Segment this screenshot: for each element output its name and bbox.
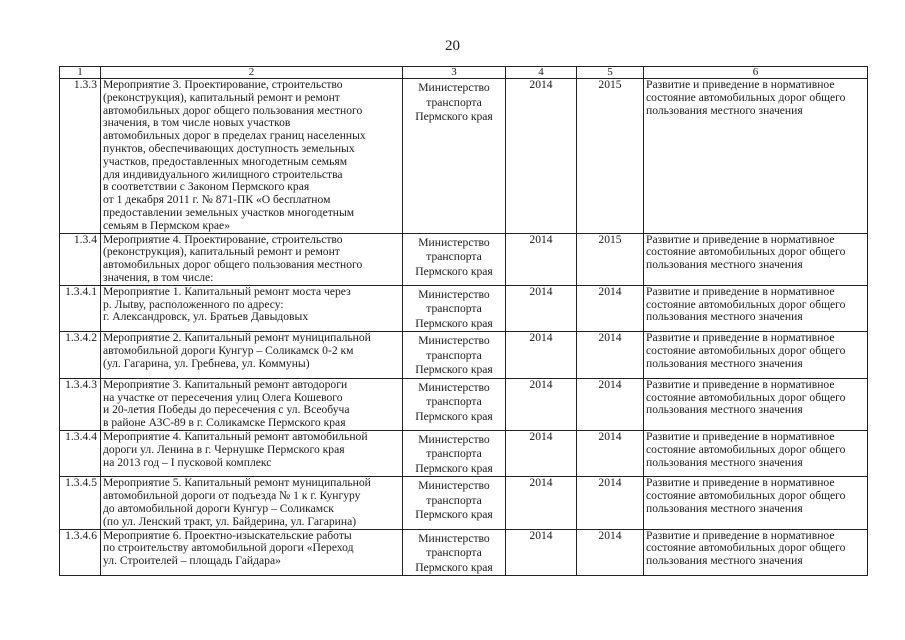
executor: [403, 529, 506, 576]
result-line: состояние автомобильных дорог общего: [646, 442, 846, 456]
start-year: 2014: [506, 430, 577, 477]
event-description: [101, 79, 403, 234]
expected-result: [644, 477, 868, 529]
event-line: для индивидуального жилищного строительства: [103, 167, 343, 181]
executor-line: транспорта: [426, 302, 482, 316]
start-year: 2014: [506, 529, 577, 576]
event-line: на участке от пересечения улиц Олега Кошевого: [103, 390, 343, 404]
event-line: г. Александровск, ул. Братьев Давыдовых: [103, 310, 309, 324]
result-line: состояние автомобильных дорог общего: [646, 90, 846, 104]
expected-result: [644, 378, 868, 430]
executor-line: Пермского края: [415, 264, 493, 278]
executor-line: Министерство: [418, 380, 490, 394]
expected-result: [644, 233, 868, 285]
result-line: Развитие и приведение в нормативное: [646, 285, 835, 298]
end-year: 2014: [577, 477, 644, 529]
executor-line: Пермского края: [415, 461, 493, 475]
event-description: [101, 285, 403, 332]
result-line: пользования местного значения: [646, 554, 803, 568]
result-line: состояние автомобильных дорог общего: [646, 297, 846, 311]
row-number: 1.3.4.6: [60, 529, 101, 576]
executor: [403, 285, 506, 332]
event-line: от 1 декабря 2011 г. № 871-ПК «О бесплатном: [103, 193, 331, 207]
executor-line: Пермского края: [415, 363, 493, 377]
start-year: 2014: [506, 285, 577, 332]
page-number: 20: [445, 38, 460, 54]
column-header: 1: [60, 67, 101, 79]
result-line: пользования местного значения: [646, 502, 803, 516]
result-line: пользования местного значения: [646, 103, 803, 117]
column-number-row: [60, 67, 868, 79]
event-line: значения, в том числе новых участков: [103, 116, 291, 130]
end-year: 2014: [577, 332, 644, 379]
event-line: автомобильной дороги Кунгур – Соликамск 0-2 км: [103, 344, 354, 358]
executor-line: Пермского края: [415, 110, 493, 123]
row-number: 1.3.4.4: [60, 430, 101, 477]
executor-line: Министерство: [418, 334, 490, 348]
result-line: Развитие и приведение в нормативное: [646, 378, 835, 391]
result-line: состояние автомобильных дорог общего: [646, 344, 846, 358]
row-number: 1.3.4.5: [60, 477, 101, 529]
table-row: [60, 285, 868, 332]
row-number: 1.3.4.1: [60, 285, 101, 332]
event-line: (по ул. Ленский тракт, ул. Байдерина, ул. Гагарина): [103, 514, 357, 528]
executor-line: Министерство: [418, 235, 490, 249]
start-year: 2014: [506, 332, 577, 379]
event-line: Мероприятие 6. Проектно-изыскательские работы: [103, 529, 352, 542]
event-line: на 2013 год – I пусковой комплекс: [103, 455, 272, 469]
column-header: 5: [577, 67, 644, 79]
executor: [403, 378, 506, 430]
result-line: пользования местного значения: [646, 258, 803, 272]
table-row: [60, 477, 868, 529]
event-description: [101, 430, 403, 477]
program-table: [59, 66, 868, 576]
executor-line: Пермского края: [415, 409, 493, 423]
column-header: 4: [506, 67, 577, 79]
event-line: (ул. Гагарина, ул. Гребнева, ул. Коммуны): [103, 356, 310, 370]
row-number: 1.3.4.2: [60, 332, 101, 379]
result-line: Развитие и приведение в нормативное: [646, 78, 835, 91]
result-line: состояние автомобильных дорог общего: [646, 489, 846, 503]
executor-line: Министерство: [418, 432, 490, 446]
end-year: 2015: [577, 233, 644, 285]
start-year: 2014: [506, 378, 577, 430]
event-line: Мероприятие 1. Капитальный ремонт моста через: [103, 285, 351, 298]
executor-line: Министерство: [418, 287, 490, 301]
event-line: пунктов, обеспечивающих доступность земельных: [103, 141, 355, 155]
executor-line: Министерство: [418, 479, 490, 493]
table-row: [60, 378, 868, 430]
executor: [403, 430, 506, 477]
expected-result: [644, 285, 868, 332]
event-line: предоставлении земельных участков многодетным: [103, 205, 355, 219]
event-line: (реконструкция), капитальный ремонт и ремонт: [103, 245, 340, 259]
result-line: Развитие и приведение в нормативное: [646, 430, 835, 443]
result-line: пользования местного значения: [646, 310, 803, 324]
event-line: до автомобильной дороги Кунгур – Соликамск: [103, 502, 334, 516]
event-line: и 20-летия Победы до пересечения с ул. Всеобуча: [103, 403, 350, 417]
event-line: Мероприятие 4. Капитальный ремонт автомобильной: [103, 430, 368, 443]
expected-result: [644, 332, 868, 379]
event-description: [101, 233, 403, 285]
start-year: 2014: [506, 233, 577, 285]
executor-line: Пермского края: [415, 316, 493, 330]
result-line: состояние автомобильных дорог общего: [646, 245, 846, 259]
column-header: 3: [403, 67, 506, 79]
executor-line: транспорта: [426, 250, 482, 264]
executor: [403, 233, 506, 285]
executor-line: транспорта: [426, 447, 482, 461]
table-row: [60, 529, 868, 576]
event-line: р. Лыtву, расположенного по адресу:: [103, 297, 284, 311]
event-line: (реконструкция), капитальный ремонт и ремонт: [103, 90, 340, 104]
executor: [403, 477, 506, 529]
executor-line: транспорта: [426, 348, 482, 362]
event-line: Мероприятие 4. Проектирование, строительство: [103, 233, 343, 246]
event-line: Мероприятие 5. Капитальный ремонт муниципальной: [103, 476, 371, 490]
executor-line: транспорта: [426, 395, 482, 409]
event-description: [101, 378, 403, 430]
start-year: 2014: [506, 79, 577, 234]
column-header: 6: [644, 67, 868, 79]
event-line: автомобильных дорог общего пользования местного: [103, 258, 363, 272]
event-description: [101, 529, 403, 576]
row-number: 1.3.4: [60, 233, 101, 285]
result-line: пользования местного значения: [646, 356, 803, 370]
executor: [403, 79, 506, 234]
executor-line: транспорта: [426, 546, 482, 560]
expected-result: [644, 79, 868, 234]
table-row: [60, 233, 868, 285]
end-year: 2014: [577, 430, 644, 477]
expected-result: [644, 529, 868, 576]
column-header: 2: [101, 67, 403, 79]
end-year: 2015: [577, 79, 644, 234]
result-line: пользования местного значения: [646, 455, 803, 469]
event-line: автомобильной дороги от подъезда № 1 к г. Кунгуру: [103, 489, 361, 503]
result-line: состояние автомобильных дорог общего: [646, 541, 846, 555]
result-line: Развитие и приведение в нормативное: [646, 233, 835, 246]
table-row: [60, 430, 868, 477]
event-line: дороги ул. Ленина в г. Чернушке Пермского края: [103, 442, 345, 456]
start-year: 2014: [506, 477, 577, 529]
result-line: пользования местного значения: [646, 403, 803, 417]
table-row: [60, 332, 868, 379]
event-line: семьям в Пермском крае»: [103, 218, 230, 232]
executor-line: Пермского края: [415, 560, 493, 574]
event-line: в соответствии с Законом Пермского края: [103, 180, 310, 194]
executor-line: Министерство: [418, 531, 490, 545]
result-line: Развитие и приведение в нормативное: [646, 476, 835, 490]
event-line: ул. Строителей – площадь Гайдара»: [103, 554, 281, 568]
end-year: 2014: [577, 285, 644, 332]
event-line: автомобильных дорог общего пользования местного: [103, 103, 363, 117]
executor: [403, 332, 506, 379]
event-description: [101, 477, 403, 529]
executor-line: Министерство: [418, 81, 490, 94]
event-description: [101, 332, 403, 379]
end-year: 2014: [577, 529, 644, 576]
event-line: Мероприятие 3. Капитальный ремонт автодороги: [103, 378, 348, 391]
result-line: Развитие и приведение в нормативное: [646, 529, 835, 542]
result-line: Развитие и приведение в нормативное: [646, 331, 835, 345]
result-line: состояние автомобильных дорог общего: [646, 390, 846, 404]
event-line: Мероприятие 3. Проектирование, строительство: [103, 78, 343, 91]
event-line: по строительству автомобильной дороги «Переход: [103, 541, 354, 555]
event-line: участков, предоставленных многодетным семьям: [103, 154, 348, 168]
event-line: значения, в том числе:: [103, 270, 214, 284]
end-year: 2014: [577, 378, 644, 430]
event-line: Мероприятие 2. Капитальный ремонт муниципальной: [103, 331, 371, 345]
executor-line: транспорта: [426, 493, 482, 507]
row-number: 1.3.3: [60, 79, 101, 234]
table-row: [60, 79, 868, 234]
event-line: в районе АЗС-89 в г. Соликамске Пермского края: [103, 416, 346, 430]
expected-result: [644, 430, 868, 477]
executor-line: Пермского края: [415, 508, 493, 522]
event-line: автомобильных дорог в пределах границ населенных: [103, 129, 366, 143]
executor-line: транспорта: [426, 95, 482, 109]
row-number: 1.3.4.3: [60, 378, 101, 430]
